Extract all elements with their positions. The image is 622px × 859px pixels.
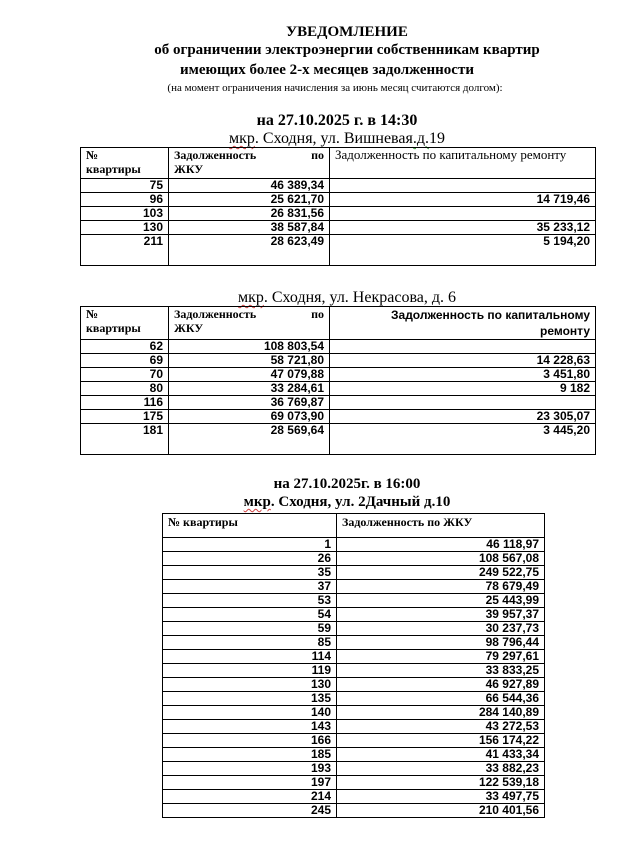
cell-capital: 9 182: [330, 382, 596, 396]
cell-apt: 193: [163, 762, 337, 776]
header-zhku: [169, 307, 330, 340]
header-capital: [330, 307, 596, 340]
table-row: [163, 692, 545, 706]
header-zhku-word1: Задолженность: [174, 307, 257, 321]
header-capital-line2: ремонту: [540, 324, 590, 338]
cell-apt: 245: [163, 804, 337, 818]
table-row: [81, 193, 596, 207]
cell-apt: 197: [163, 776, 337, 790]
header-capital: Задолженность по капитальному ремонту: [330, 148, 596, 179]
table-row: [163, 720, 545, 734]
table-header-row: [81, 148, 596, 179]
cell-apt: 80: [81, 382, 169, 396]
cell-zhku: 46 927,89: [337, 678, 545, 692]
table-row: [163, 706, 545, 720]
table-row: [81, 179, 596, 193]
cell-apt: 116: [81, 396, 169, 410]
cell-apt: 1: [163, 538, 337, 552]
cell-apt: 69: [81, 354, 169, 368]
cell-apt: 185: [163, 748, 337, 762]
cell-apt: 96: [81, 193, 169, 207]
table-row: [163, 580, 545, 594]
header-zhku-word1: Задолженность: [174, 148, 257, 162]
section2-address: [36, 289, 622, 307]
header-zhku-line2: ЖКУ: [174, 162, 204, 176]
cell-zhku: 41 433,34: [337, 748, 545, 762]
section3-table: [162, 513, 545, 818]
address-prefix: мкр: [243, 494, 271, 510]
table-row: [81, 396, 596, 410]
table-row: [81, 221, 596, 235]
table-row: [163, 566, 545, 580]
cell-capital: 23 305,07: [330, 410, 596, 424]
section2-table: [80, 306, 596, 455]
cell-apt: 214: [163, 790, 337, 804]
cell-apt: 85: [163, 636, 337, 650]
section3-date: на 27.10.2025г. в 16:00: [273, 476, 421, 492]
header-zhku-word2: по: [311, 307, 324, 321]
cell-zhku: 156 174,22: [337, 734, 545, 748]
table-row: [163, 594, 545, 608]
section1-table: [80, 147, 596, 266]
cell-zhku: 79 297,61: [337, 650, 545, 664]
table-row: [163, 636, 545, 650]
header-apt-line1: №: [86, 148, 99, 162]
cell-apt: 54: [163, 608, 337, 622]
table-row: [163, 664, 545, 678]
table-row: [163, 650, 545, 664]
cell-zhku: 46 118,97: [337, 538, 545, 552]
table-row: [163, 748, 545, 762]
header-apartment: [81, 148, 169, 179]
notice-title: УВЕДОМЛЕНИЕ: [286, 24, 408, 40]
cell-zhku: 36 769,87: [169, 396, 330, 410]
cell-apt: 140: [163, 706, 337, 720]
cell-apt: 130: [81, 221, 169, 235]
address-rest: . Сходня, ул. Некрасова, д. 6: [263, 289, 457, 306]
cell-apt: 26: [163, 552, 337, 566]
cell-zhku: 108 567,08: [337, 552, 545, 566]
cell-zhku: 249 522,75: [337, 566, 545, 580]
table-row: [163, 776, 545, 790]
table-row: [81, 382, 596, 396]
cell-capital: 35 233,12: [330, 221, 596, 235]
cell-zhku: 69 073,90: [169, 410, 330, 424]
cell-zhku: 108 803,54: [169, 340, 330, 354]
table-row: [163, 790, 545, 804]
header-apt-line2: квартиры: [86, 162, 141, 176]
cell-apt: 119: [163, 664, 337, 678]
section3-address: [36, 494, 622, 511]
cell-zhku: 28 623,49: [169, 235, 330, 266]
header-capital-line1: Задолженность по капитальному: [391, 308, 590, 322]
table-row: [163, 804, 545, 818]
table-header-row: [81, 307, 596, 340]
cell-zhku: 58 721,80: [169, 354, 330, 368]
cell-zhku: 39 957,37: [337, 608, 545, 622]
table-row: [163, 762, 545, 776]
header-zhku-line2: ЖКУ: [174, 321, 204, 335]
cell-apt: 211: [81, 235, 169, 266]
cell-apt: 135: [163, 692, 337, 706]
cell-zhku: 98 796,44: [337, 636, 545, 650]
cell-apt: 143: [163, 720, 337, 734]
cell-apt: 103: [81, 207, 169, 221]
address-rest: . Сходня, ул. Вишневая: [254, 130, 413, 147]
cell-zhku: 78 679,49: [337, 580, 545, 594]
table-header-row: [163, 514, 545, 538]
table-row: [163, 678, 545, 692]
table-row: [163, 552, 545, 566]
cell-capital: 3 451,80: [330, 368, 596, 382]
header-apartment: [81, 307, 169, 340]
table-row: [163, 622, 545, 636]
table-row: [163, 608, 545, 622]
address-prefix: мкр: [228, 130, 255, 147]
cell-apt: 59: [163, 622, 337, 636]
cell-zhku: 122 539,18: [337, 776, 545, 790]
cell-apt: 181: [81, 424, 169, 455]
table-row: [81, 235, 596, 266]
header-apt-line2: квартиры: [86, 321, 141, 335]
cell-zhku: 25 621,70: [169, 193, 330, 207]
section1-date: на 27.10.2025 г. в 14:30: [256, 112, 418, 129]
table-row: [81, 410, 596, 424]
cell-zhku: 33 882,23: [337, 762, 545, 776]
cell-capital: 3 445,20: [330, 424, 596, 455]
cell-zhku: 38 587,84: [169, 221, 330, 235]
address-suffix: .д.: [412, 130, 429, 147]
cell-zhku: 30 237,73: [337, 622, 545, 636]
address-rest: . Сходня, ул. 2Дачный д.10: [270, 494, 451, 510]
table-row: [81, 424, 596, 455]
cell-capital: 14 228,63: [330, 354, 596, 368]
cell-zhku: 210 401,56: [337, 804, 545, 818]
cell-zhku: 33 833,25: [337, 664, 545, 678]
cell-apt: 53: [163, 594, 337, 608]
cell-capital: [330, 179, 596, 193]
cell-apt: 62: [81, 340, 169, 354]
table-row: [163, 538, 545, 552]
cell-apt: 35: [163, 566, 337, 580]
section1-address: [26, 130, 622, 148]
table-row: [81, 368, 596, 382]
cell-apt: 130: [163, 678, 337, 692]
cell-capital: [330, 340, 596, 354]
address-prefix: мкр: [237, 289, 264, 306]
cell-zhku: 46 389,34: [169, 179, 330, 193]
notice-subtitle-line1: об ограничении электроэнергии собственникам квартир: [154, 42, 540, 58]
cell-zhku: 66 544,36: [337, 692, 545, 706]
address-num: 19: [429, 130, 445, 147]
cell-zhku: 28 569,64: [169, 424, 330, 455]
cell-apt: 175: [81, 410, 169, 424]
cell-apt: 166: [163, 734, 337, 748]
cell-capital: 14 719,46: [330, 193, 596, 207]
header-apt-line1: №: [86, 307, 99, 321]
table-row: [81, 340, 596, 354]
table-row: [163, 734, 545, 748]
cell-zhku: 33 284,61: [169, 382, 330, 396]
header-zhku: [169, 148, 330, 179]
header-zhku: Задолженность по ЖКУ: [337, 514, 545, 538]
header-zhku-word2: по: [311, 148, 324, 162]
cell-apt: 70: [81, 368, 169, 382]
cell-zhku: 47 079,88: [169, 368, 330, 382]
notice-subtitle-line2: имеющих более 2-х месяцев задолженности: [180, 62, 474, 78]
cell-zhku: 33 497,75: [337, 790, 545, 804]
cell-zhku: 26 831,56: [169, 207, 330, 221]
cell-capital: [330, 207, 596, 221]
table-row: [81, 207, 596, 221]
table-row: [81, 354, 596, 368]
cell-zhku: 25 443,99: [337, 594, 545, 608]
cell-zhku: 43 272,53: [337, 720, 545, 734]
cell-capital: 5 194,20: [330, 235, 596, 266]
cell-apt: 114: [163, 650, 337, 664]
cell-apt: 37: [163, 580, 337, 594]
cell-capital: [330, 396, 596, 410]
cell-zhku: 284 140,89: [337, 706, 545, 720]
notice-note: (на момент ограничения начисления за июнь месяц считаются долгом):: [167, 82, 503, 94]
header-apartment: № квартиры: [163, 514, 337, 538]
cell-apt: 75: [81, 179, 169, 193]
